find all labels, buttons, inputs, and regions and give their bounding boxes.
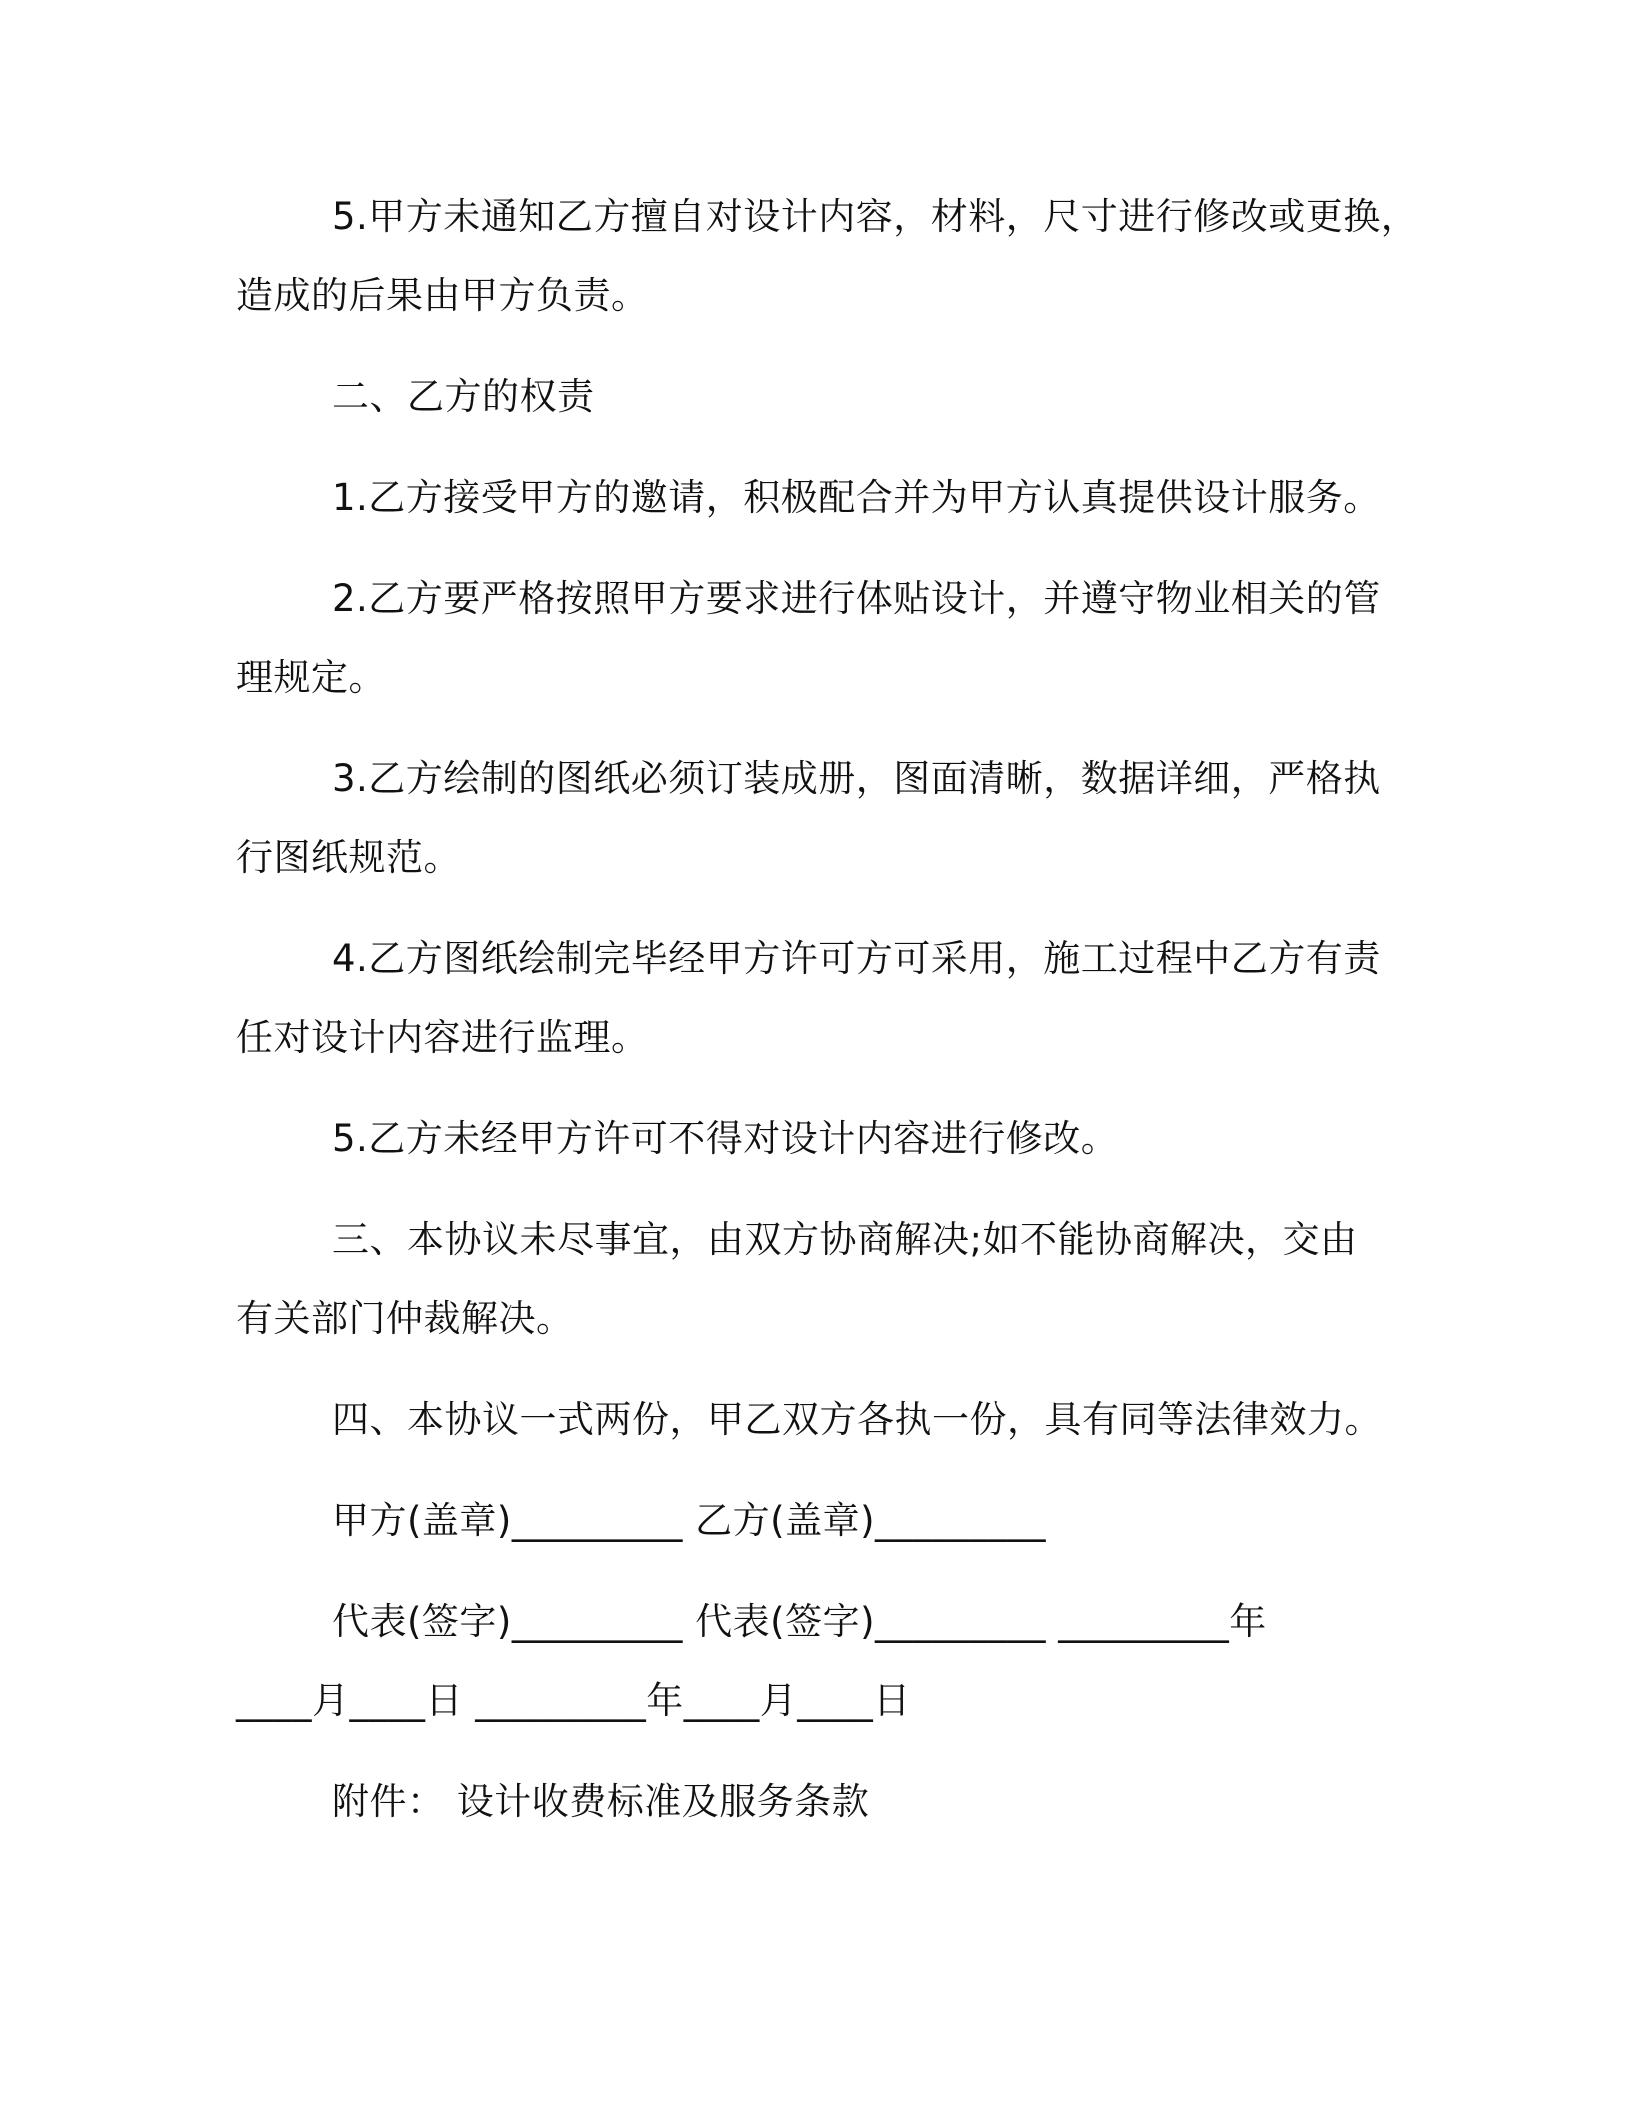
party-b-clause-2-line-1: 2.乙方要严格按照甲方要求进行体贴设计，并遵守物业相关的管 (332, 577, 1381, 620)
section-2-heading: 二、乙方的权责 (332, 375, 595, 418)
party-b-clause-3-line-2: 行图纸规范。 (236, 836, 461, 879)
party-b-clause-3-line-1: 3.乙方绘制的图纸必须订装成册，图面清晰，数据详细，严格执 (332, 757, 1381, 800)
party-b-clause-4-line-1: 4.乙方图纸绘制完毕经甲方许可方可采用，施工过程中乙方有责 (332, 937, 1381, 980)
section-3-line-1: 三、本协议未尽事宜，由双方协商解决;如不能协商解决，交由 (332, 1218, 1358, 1261)
date-line: ____月____日 _________年____月____日 (236, 1679, 911, 1722)
party-b-clause-5: 5.乙方未经甲方许可不得对设计内容进行修改。 (332, 1117, 1119, 1160)
signature-representative-line: 代表(签字)_________ 代表(签字)_________ _________年 (332, 1600, 1267, 1643)
clause-5-line-1: 5.甲方未通知乙方擅自对设计内容，材料，尺寸进行修改或更换， (332, 195, 1419, 238)
party-b-clause-2-line-2: 理规定。 (236, 656, 386, 699)
clause-5-line-2: 造成的后果由甲方负责。 (236, 274, 649, 317)
party-b-clause-1: 1.乙方接受甲方的邀请，积极配合并为甲方认真提供设计服务。 (332, 476, 1381, 519)
section-3-line-2: 有关部门仲裁解决。 (236, 1297, 574, 1340)
section-4: 四、本协议一式两份，甲乙双方各执一份，具有同等法律效力。 (332, 1398, 1382, 1441)
party-b-clause-4-line-2: 任对设计内容进行监理。 (236, 1016, 649, 1059)
attachment-line: 附件： 设计收费标准及服务条款 (332, 1780, 870, 1823)
signature-seal-line: 甲方(盖章)_________ 乙方(盖章)_________ (332, 1499, 1047, 1542)
